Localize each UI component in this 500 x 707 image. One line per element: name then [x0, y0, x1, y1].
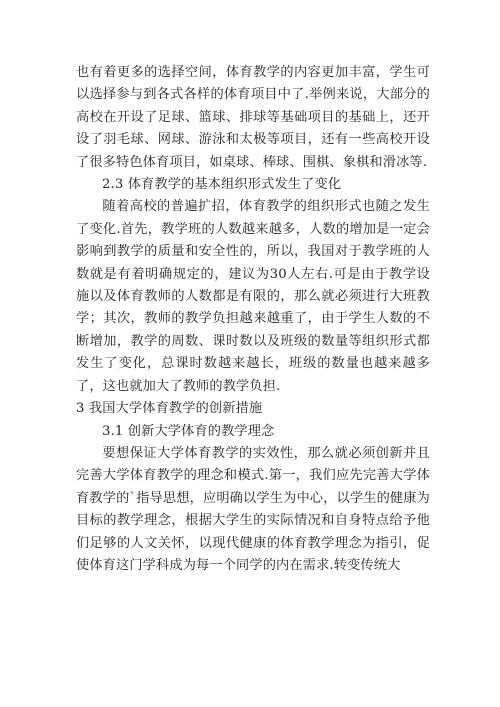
section-heading-3-1: 3.1 创新大学体育的教学理念 [102, 423, 275, 439]
paragraph-organization-changes: 随着高校的普遍扩招，体育教学的组织形式也随之发生了变化.首先，教学班的人数越来越多，人数的增加是一定会影响到教学的质量和安全性的，所以，我国对于教学班的人数就是有着明确规定的，建议为30人左右.可是由于教学设施以及体育教师的人数都是有限的，那么就必须进行大班教学；其次，教师的教学负担越来越重了，由于学生人数的不断增加，教学的周数、课时数以及班级的数量等组织形式都发生了变化，总课时数越来越长，班级的数量也越来越多了，这也就加大了教师的教学负担. [76, 199, 430, 394]
document-body [76, 62, 430, 577]
paragraph-course-options: 也有着更多的选择空间，体育教学的内容更加丰富，学生可以选择参与到各式各样的体育项目中了.举例来说，大部分的高校在开设了足球、篮球、排球等基础项目的基础上，还开设了羽毛球、网球、游泳和太极等项目，还有一些高校开设了很多特色体育项目，如桌球、棒球、围棋、象棋和滑冰等. [76, 65, 430, 170]
paragraph-teaching-philosophy: 要想保证大学体育教学的实效性，那么就必须创新并且完善大学体育教学的理念和模式.第一，我们应先完善大学体育教学的`指导思想，应明确以学生为中心，以学生的健康为目标的教学理念，根据大学生的实际情况和自身特点给予他们足够的人文关怀，以现代健康的体育教学理念为指引，促使体育这门学科成为每一个同学的内在需求.转变传统大 [76, 445, 430, 573]
section-heading-2-3: 2.3 体育教学的基本组织形式发生了变化 [102, 177, 342, 193]
section-heading-3: 3 我国大学体育教学的创新措施 [76, 401, 263, 417]
